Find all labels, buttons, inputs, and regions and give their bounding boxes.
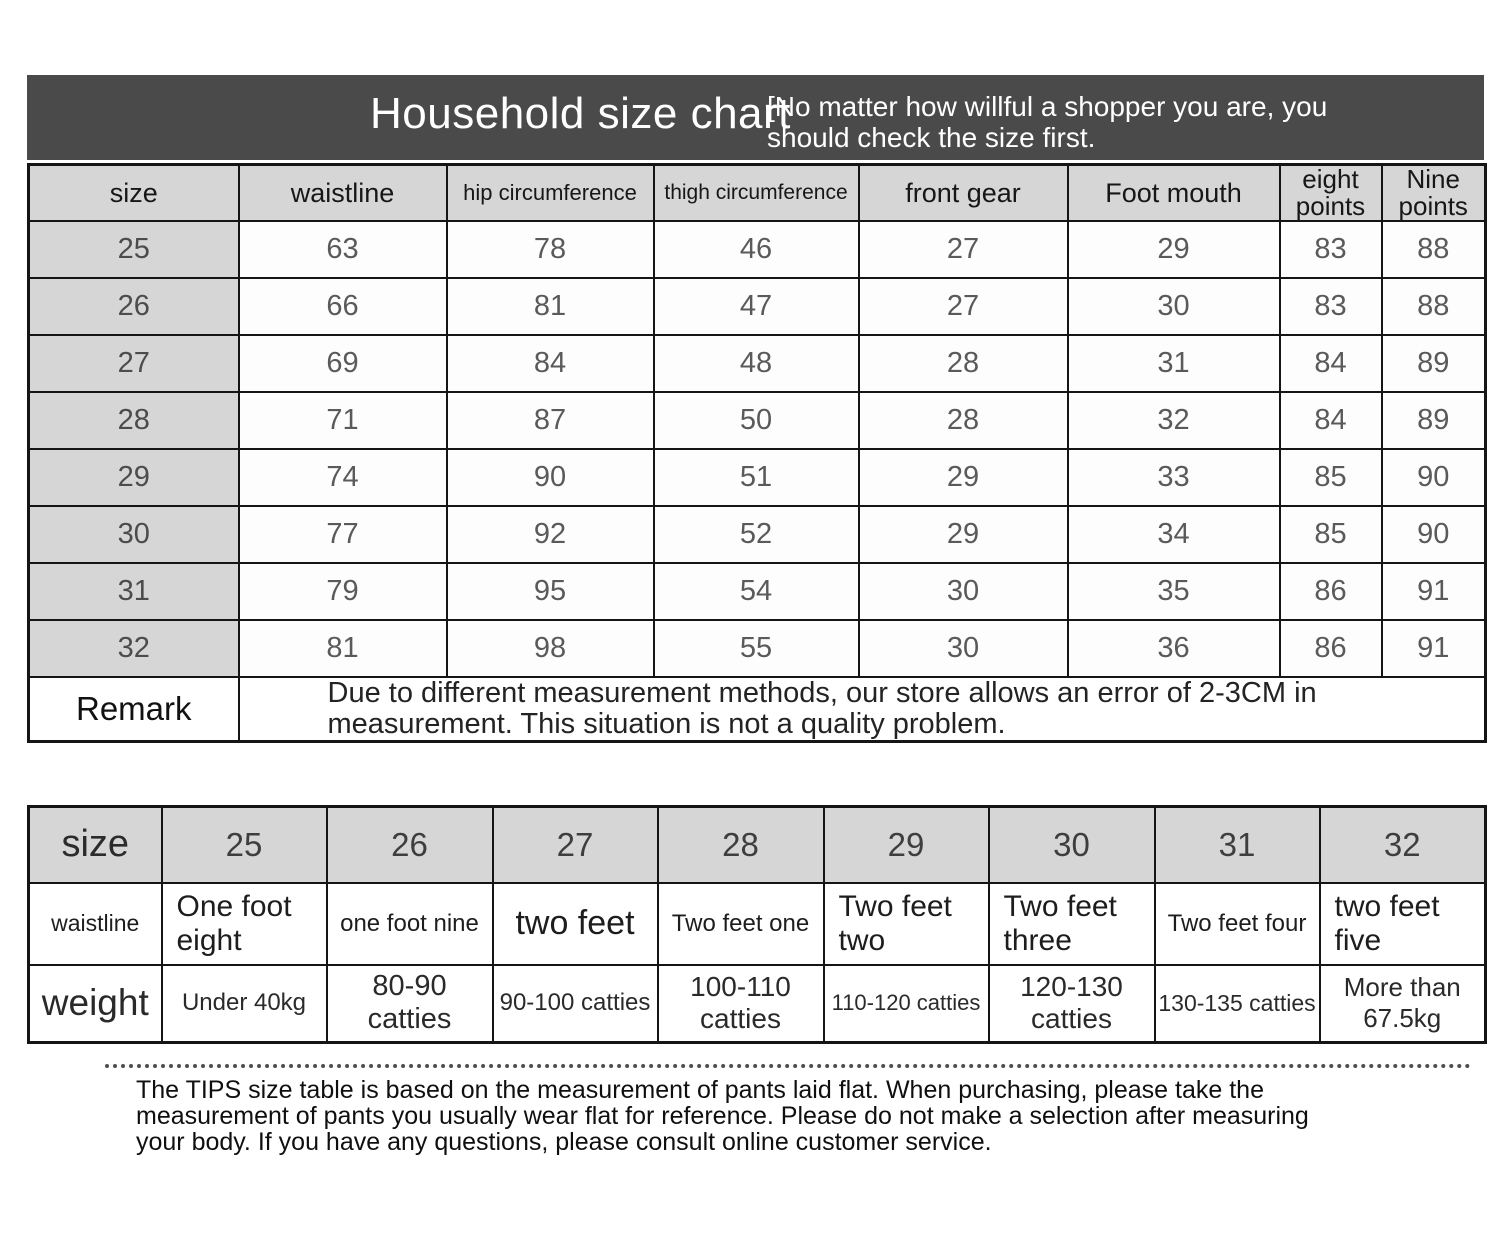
- waistline-cell: two feet: [493, 883, 658, 965]
- value-cell: 98: [447, 620, 654, 677]
- header-row: [29, 165, 1486, 222]
- value-cell: 83: [1280, 278, 1382, 335]
- waistline-cell: one foot nine: [327, 883, 493, 965]
- column-header-waistline: waistline: [239, 165, 447, 222]
- value-cell: 31: [1068, 335, 1280, 392]
- weight-cell: 110-120 catties: [824, 965, 989, 1043]
- value-cell: 81: [239, 620, 447, 677]
- value-cell: 86: [1280, 620, 1382, 677]
- size-row-label: size: [29, 807, 162, 883]
- value-cell: 84: [1280, 335, 1382, 392]
- size-cell: 25: [29, 221, 239, 278]
- waistline-row-label: waistline: [29, 883, 162, 965]
- waistline-row: [29, 883, 1486, 965]
- weight-cell: 130-135 catties: [1155, 965, 1320, 1043]
- dotted-divider: [105, 1064, 1471, 1068]
- column-header-nine-points: Nine points: [1382, 165, 1486, 222]
- value-cell: 84: [447, 335, 654, 392]
- value-cell: 30: [859, 563, 1068, 620]
- value-cell: 71: [239, 392, 447, 449]
- value-cell: 87: [447, 392, 654, 449]
- value-cell: 46: [654, 221, 859, 278]
- value-cell: 78: [447, 221, 654, 278]
- value-cell: 34: [1068, 506, 1280, 563]
- waistline-cell: two feet five: [1320, 883, 1486, 965]
- value-cell: 88: [1382, 221, 1486, 278]
- size-header-cell: 26: [327, 807, 493, 883]
- weight-row-label: weight: [29, 965, 162, 1043]
- value-cell: 54: [654, 563, 859, 620]
- remark-row: [29, 677, 1486, 742]
- column-header-foot-mouth: Foot mouth: [1068, 165, 1280, 222]
- value-cell: 28: [859, 335, 1068, 392]
- size-cell: 26: [29, 278, 239, 335]
- waistline-cell: Two feet three: [989, 883, 1155, 965]
- value-cell: 55: [654, 620, 859, 677]
- value-cell: 90: [1382, 506, 1486, 563]
- conversion-header-row: [29, 807, 1486, 883]
- size-header-cell: 29: [824, 807, 989, 883]
- table-row: [29, 278, 1486, 335]
- value-cell: 29: [859, 449, 1068, 506]
- value-cell: 47: [654, 278, 859, 335]
- value-cell: 32: [1068, 392, 1280, 449]
- value-cell: 81: [447, 278, 654, 335]
- tips-text: The TIPS size table is based on the measurement of pants laid flat. When purchasing, please take the measurement of pants you usually wear flat for reference. Please do not make a selection after measuring your body. If you have any questions, please consult online customer service.: [136, 1076, 1309, 1156]
- waistline-cell: Two feet four: [1155, 883, 1320, 965]
- value-cell: 90: [447, 449, 654, 506]
- table-row: [29, 506, 1486, 563]
- value-cell: 50: [654, 392, 859, 449]
- remark-text: Due to different measurement methods, our store allows an error of 2-3CM in measurement. This situation is not a quality problem.: [239, 677, 1486, 742]
- value-cell: 92: [447, 506, 654, 563]
- size-cell: 28: [29, 392, 239, 449]
- value-cell: 91: [1382, 620, 1486, 677]
- value-cell: 30: [1068, 278, 1280, 335]
- value-cell: 29: [1068, 221, 1280, 278]
- weight-cell: 90-100 catties: [493, 965, 658, 1043]
- page-title: Household size chart: [370, 89, 791, 138]
- table-row: [29, 335, 1486, 392]
- value-cell: 84: [1280, 392, 1382, 449]
- value-cell: 91: [1382, 563, 1486, 620]
- weight-cell: 80-90 catties: [327, 965, 493, 1043]
- table-row: [29, 449, 1486, 506]
- value-cell: 86: [1280, 563, 1382, 620]
- value-cell: 52: [654, 506, 859, 563]
- size-header-cell: 25: [162, 807, 327, 883]
- size-cell: 30: [29, 506, 239, 563]
- value-cell: 35: [1068, 563, 1280, 620]
- table-row: [29, 563, 1486, 620]
- weight-row: [29, 965, 1486, 1043]
- value-cell: 90: [1382, 449, 1486, 506]
- table-row: [29, 392, 1486, 449]
- column-header-eight-points: eight points: [1280, 165, 1382, 222]
- weight-cell: 100-110 catties: [658, 965, 824, 1043]
- title-bar: [27, 75, 1484, 160]
- value-cell: 89: [1382, 335, 1486, 392]
- value-cell: 36: [1068, 620, 1280, 677]
- value-cell: 48: [654, 335, 859, 392]
- size-header-cell: 32: [1320, 807, 1486, 883]
- size-header-cell: 27: [493, 807, 658, 883]
- page-subtitle: [No matter how willful a shopper you are, you should check the size first.: [767, 91, 1328, 153]
- value-cell: 30: [859, 620, 1068, 677]
- size-conversion-table: [27, 805, 1487, 1044]
- value-cell: 85: [1280, 506, 1382, 563]
- value-cell: 29: [859, 506, 1068, 563]
- value-cell: 95: [447, 563, 654, 620]
- weight-cell: 120-130 catties: [989, 965, 1155, 1043]
- value-cell: 74: [239, 449, 447, 506]
- size-cell: 29: [29, 449, 239, 506]
- column-header-size: size: [29, 165, 239, 222]
- waistline-cell: One foot eight: [162, 883, 327, 965]
- table-row: [29, 221, 1486, 278]
- value-cell: 88: [1382, 278, 1486, 335]
- size-cell: 27: [29, 335, 239, 392]
- value-cell: 27: [859, 278, 1068, 335]
- size-cell: 32: [29, 620, 239, 677]
- size-cell: 31: [29, 563, 239, 620]
- size-header-cell: 31: [1155, 807, 1320, 883]
- column-header-front-gear: front gear: [859, 165, 1068, 222]
- waistline-cell: Two feet one: [658, 883, 824, 965]
- weight-cell: More than 67.5kg: [1320, 965, 1486, 1043]
- size-measurement-table: [27, 163, 1487, 743]
- size-header-cell: 30: [989, 807, 1155, 883]
- value-cell: 83: [1280, 221, 1382, 278]
- size-header-cell: 28: [658, 807, 824, 883]
- waistline-cell: Two feet two: [824, 883, 989, 965]
- value-cell: 27: [859, 221, 1068, 278]
- value-cell: 66: [239, 278, 447, 335]
- table-row: [29, 620, 1486, 677]
- column-header-hip: hip circumference: [447, 165, 654, 222]
- weight-cell: Under 40kg: [162, 965, 327, 1043]
- value-cell: 63: [239, 221, 447, 278]
- value-cell: 51: [654, 449, 859, 506]
- value-cell: 89: [1382, 392, 1486, 449]
- value-cell: 33: [1068, 449, 1280, 506]
- value-cell: 85: [1280, 449, 1382, 506]
- remark-label: Remark: [29, 677, 239, 742]
- column-header-thigh: thigh circumference: [654, 165, 859, 222]
- value-cell: 28: [859, 392, 1068, 449]
- value-cell: 79: [239, 563, 447, 620]
- value-cell: 69: [239, 335, 447, 392]
- value-cell: 77: [239, 506, 447, 563]
